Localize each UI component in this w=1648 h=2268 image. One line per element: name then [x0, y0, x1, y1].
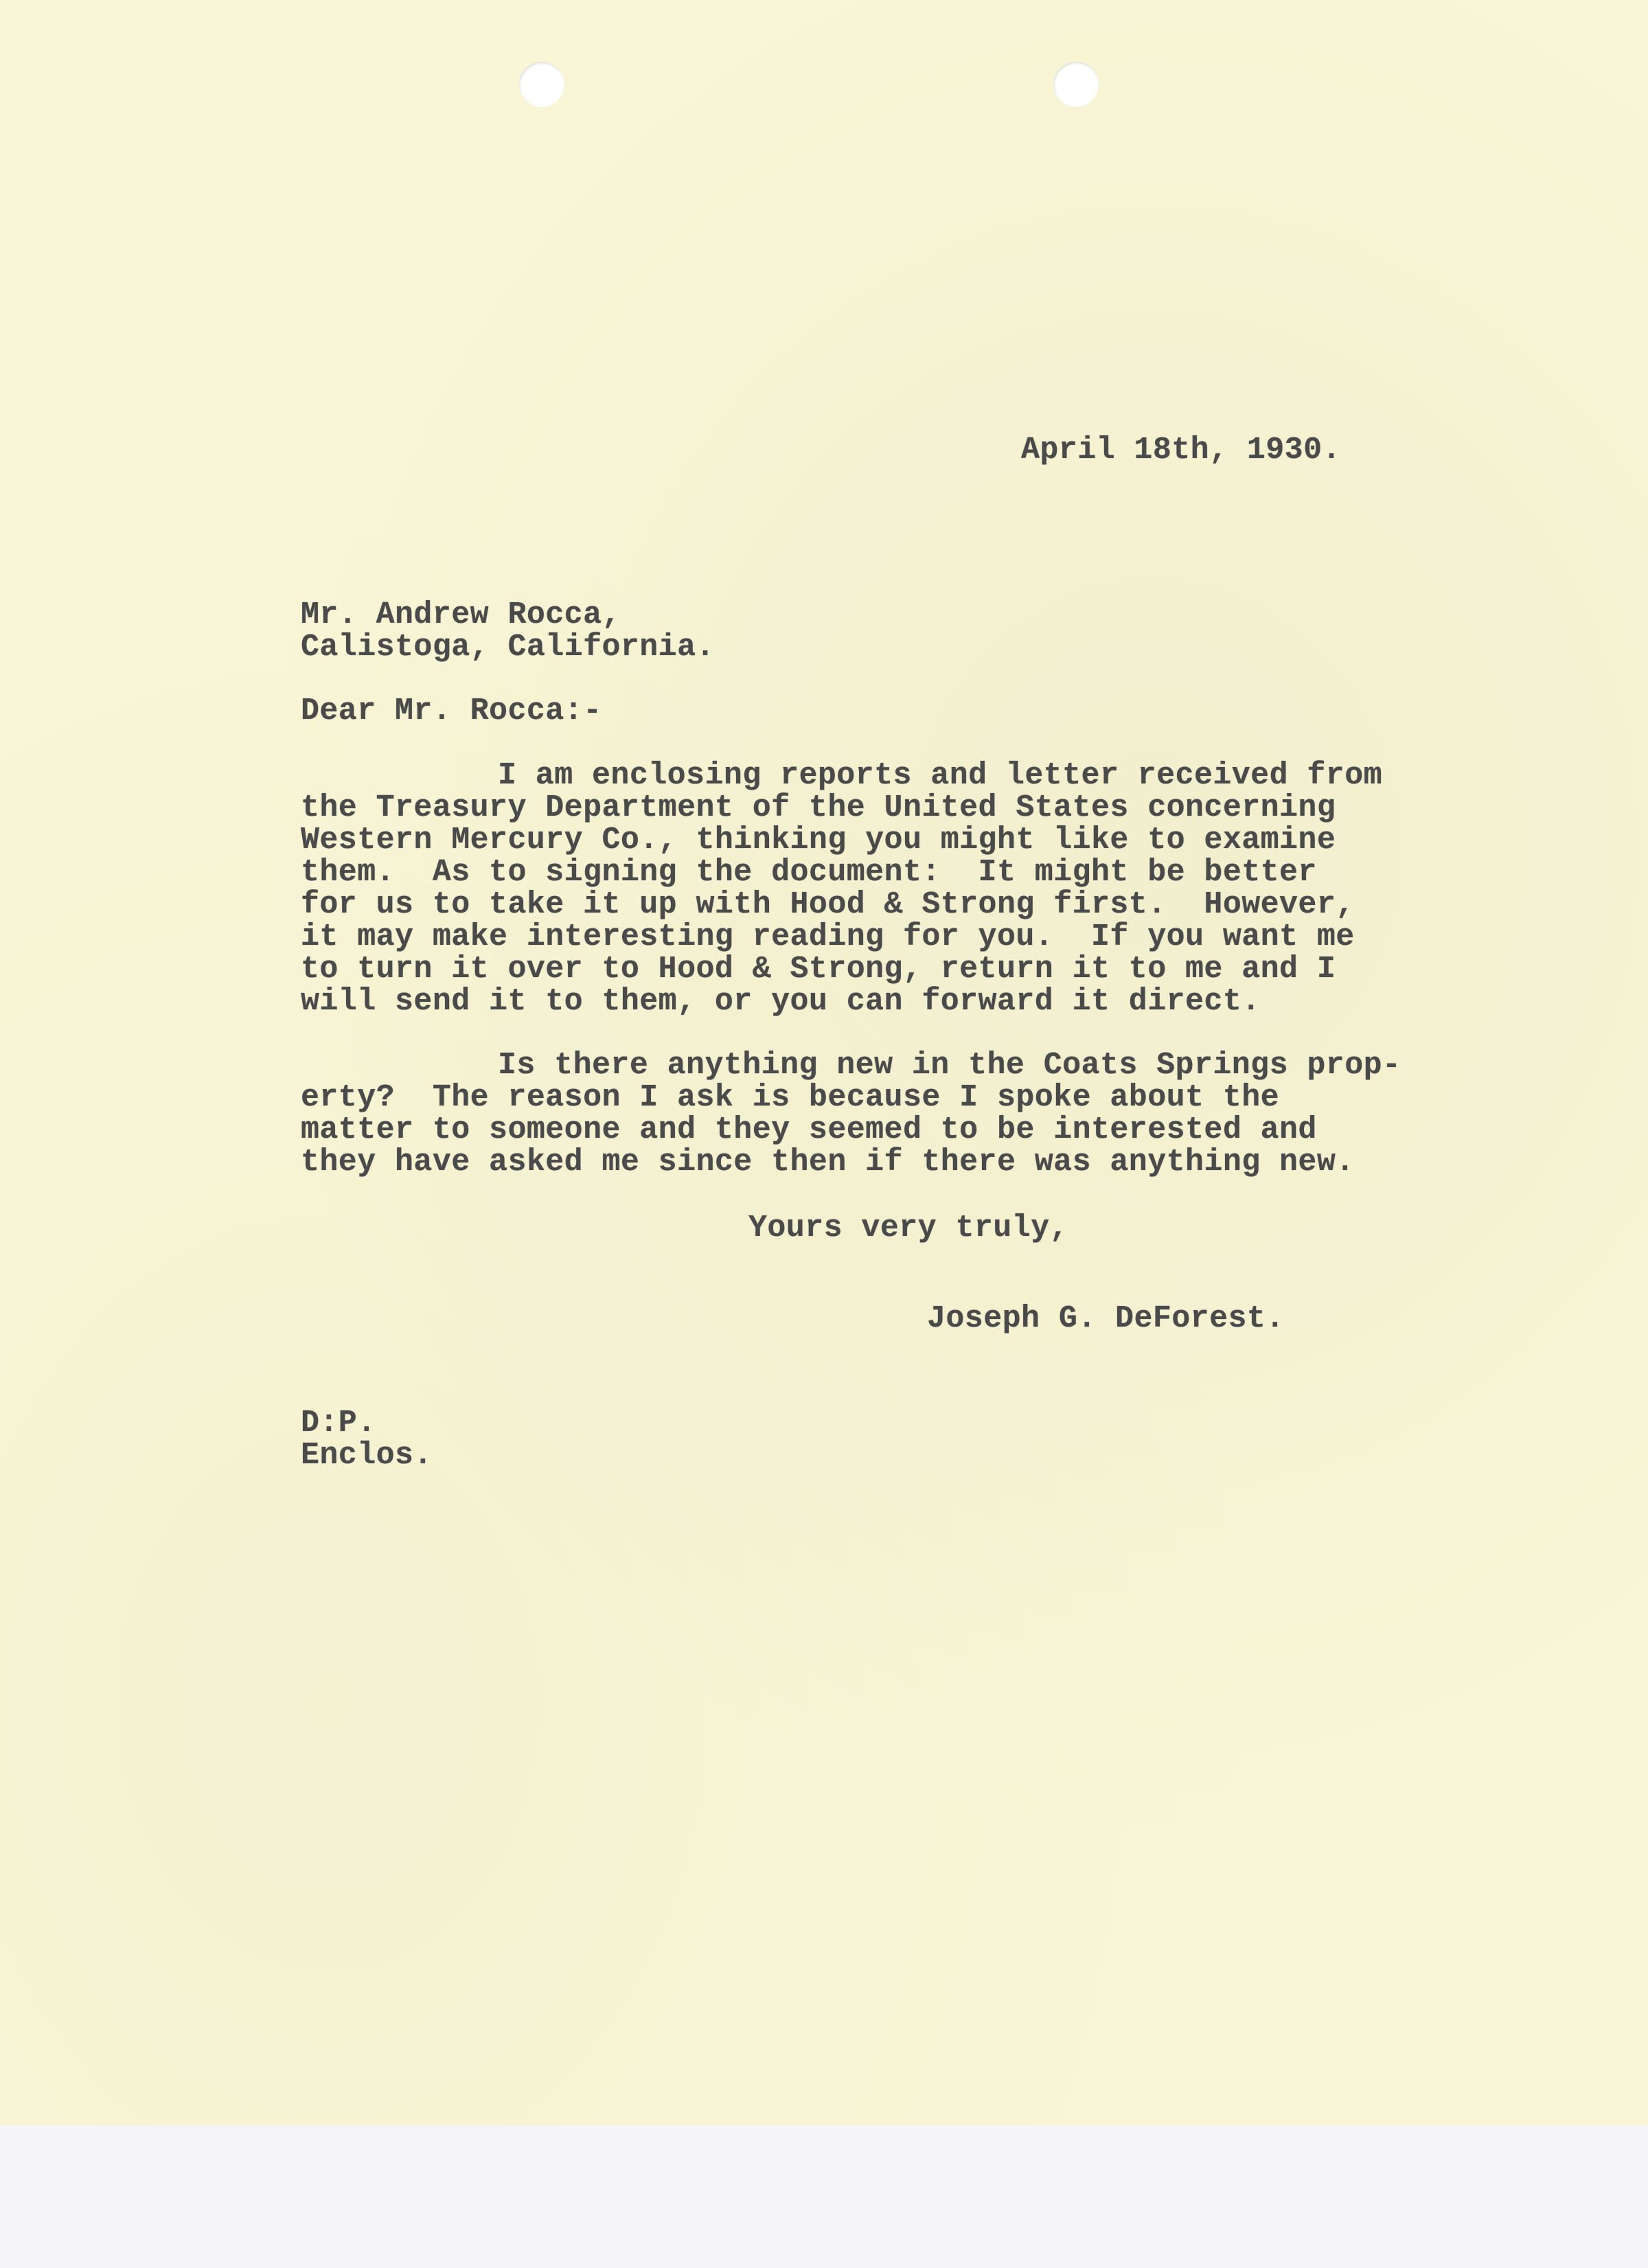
recipient-name: Mr. Andrew Rocca, [301, 597, 621, 632]
salutation: Dear Mr. Rocca:- [301, 694, 602, 729]
paragraph-1-line: for us to take it up with Hood & Strong first. However, [301, 887, 1355, 922]
paragraph-1-line: I am enclosing reports and letter received from [498, 758, 1383, 793]
enclosure-notation: Enclos. [301, 1438, 433, 1473]
paragraph-2-line: they have asked me since then if there was anything new. [301, 1145, 1355, 1180]
paragraph-1-line: the Treasury Department of the United States concerning [301, 790, 1336, 825]
punch-hole-left [519, 62, 564, 107]
paragraph-2-line: matter to someone and they seemed to be interested and [301, 1112, 1317, 1147]
paragraph-1-line: Western Mercury Co., thinking you might like to examine [301, 823, 1336, 858]
letter-date: April 18th, 1930. [1021, 433, 1341, 468]
paragraph-1-line: them. As to signing the document: It might be better [301, 855, 1317, 890]
paragraph-1-line: will send it to them, or you can forward it direct. [301, 984, 1261, 1019]
paragraph-2-line: Is there anything new in the Coats Springs prop- [498, 1048, 1401, 1083]
signature-name: Joseph G. DeForest. [927, 1301, 1285, 1336]
scan-background [0, 2125, 1648, 2268]
reference-initials: D:P. [301, 1406, 376, 1441]
complimentary-close: Yours very truly, [748, 1211, 1068, 1246]
paragraph-1-line: it may make interesting reading for you. If you want me [301, 919, 1355, 954]
paragraph-1-line: to turn it over to Hood & Strong, return it to me and I [301, 952, 1336, 987]
paragraph-2-line: erty? The reason I ask is because I spoke about the [301, 1080, 1280, 1115]
recipient-location: Calistoga, California. [301, 630, 715, 665]
punch-hole-right [1053, 62, 1099, 107]
